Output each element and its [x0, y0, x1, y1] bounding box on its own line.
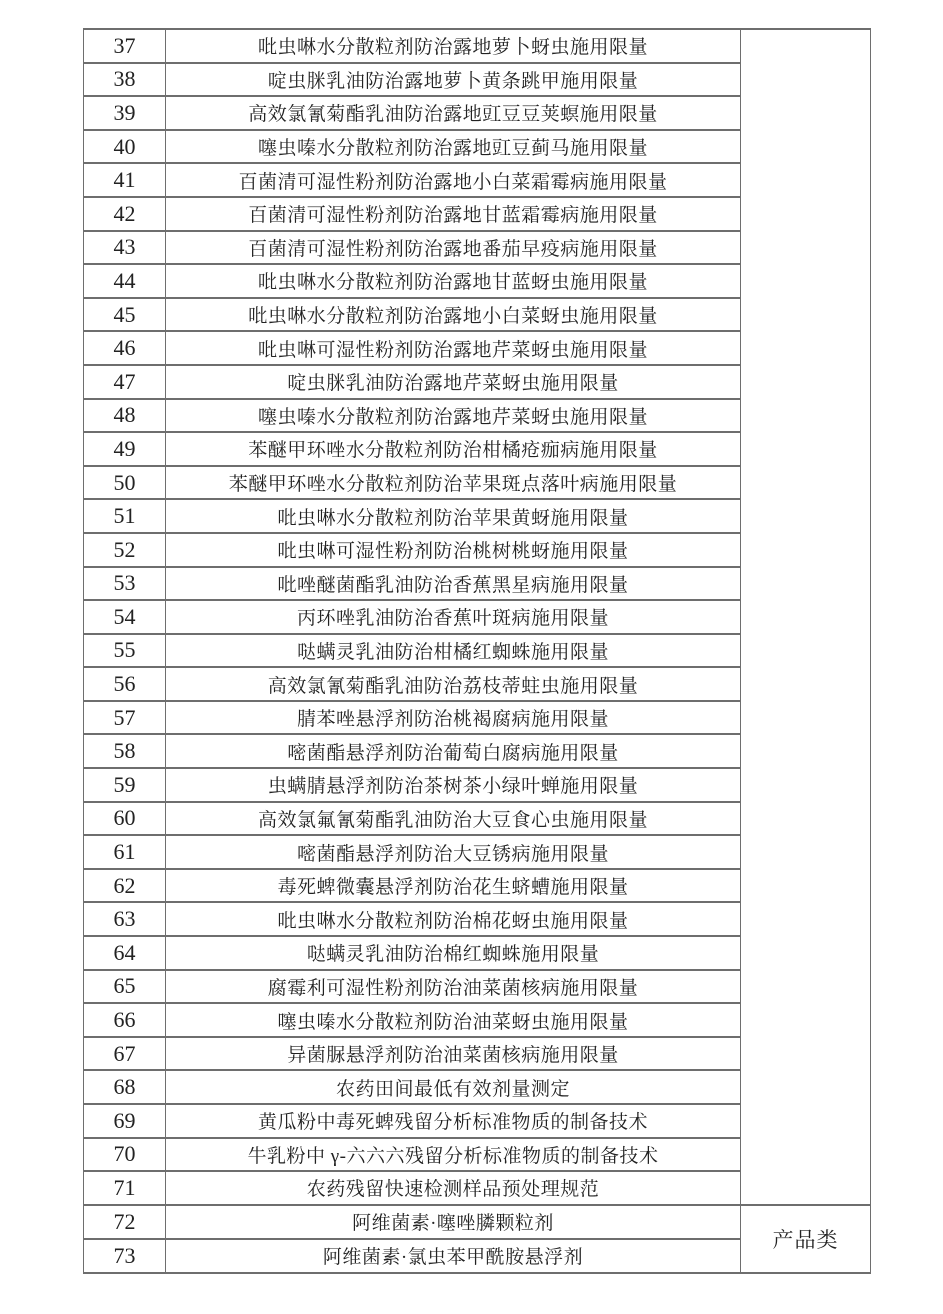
row-number: 48	[84, 399, 166, 433]
row-title: 噻虫嗪水分散粒剂防治露地芹菜蚜虫施用限量	[166, 399, 741, 433]
row-title: 百菌清可湿性粉剂防治露地甘蓝霜霉病施用限量	[166, 197, 741, 231]
row-number: 46	[84, 331, 166, 365]
table-row	[84, 1205, 871, 1239]
row-title: 毒死蜱微囊悬浮剂防治花生蛴螬施用限量	[166, 869, 741, 903]
row-title: 吡虫啉水分散粒剂防治苹果黄蚜施用限量	[166, 499, 741, 533]
row-number: 55	[84, 634, 166, 668]
row-number: 54	[84, 600, 166, 634]
standards-table-body	[84, 29, 871, 1273]
row-title: 吡虫啉水分散粒剂防治棉花蚜虫施用限量	[166, 902, 741, 936]
row-number: 57	[84, 701, 166, 735]
row-number: 44	[84, 264, 166, 298]
row-number: 51	[84, 499, 166, 533]
row-title: 噻虫嗪水分散粒剂防治露地豇豆蓟马施用限量	[166, 130, 741, 164]
row-number: 37	[84, 29, 166, 63]
row-title: 吡唑醚菌酯乳油防治香蕉黑星病施用限量	[166, 567, 741, 601]
row-title: 吡虫啉可湿性粉剂防治露地芹菜蚜虫施用限量	[166, 331, 741, 365]
row-title: 嘧菌酯悬浮剂防治大豆锈病施用限量	[166, 835, 741, 869]
row-number: 67	[84, 1037, 166, 1071]
row-title: 啶虫脒乳油防治露地芹菜蚜虫施用限量	[166, 365, 741, 399]
row-title: 高效氯氟氰菊酯乳油防治大豆食心虫施用限量	[166, 802, 741, 836]
row-number: 58	[84, 734, 166, 768]
row-title: 吡虫啉水分散粒剂防治露地甘蓝蚜虫施用限量	[166, 264, 741, 298]
row-title: 噻虫嗪水分散粒剂防治油菜蚜虫施用限量	[166, 1003, 741, 1037]
row-number: 68	[84, 1070, 166, 1104]
row-number: 64	[84, 936, 166, 970]
row-number: 45	[84, 298, 166, 332]
row-title: 高效氯氰菊酯乳油防治露地豇豆豆荚螟施用限量	[166, 96, 741, 130]
row-number: 61	[84, 835, 166, 869]
row-number: 47	[84, 365, 166, 399]
row-number: 73	[84, 1239, 166, 1273]
category-cell: 产品类	[741, 1205, 871, 1273]
row-title: 百菌清可湿性粉剂防治露地番茄早疫病施用限量	[166, 231, 741, 265]
row-number: 50	[84, 466, 166, 500]
row-title: 苯醚甲环唑水分散粒剂防治苹果斑点落叶病施用限量	[166, 466, 741, 500]
row-title: 哒螨灵乳油防治柑橘红蜘蛛施用限量	[166, 634, 741, 668]
row-number: 66	[84, 1003, 166, 1037]
row-number: 52	[84, 533, 166, 567]
row-title: 黄瓜粉中毒死蜱残留分析标准物质的制备技术	[166, 1104, 741, 1138]
row-title: 高效氯氰菊酯乳油防治荔枝蒂蛀虫施用限量	[166, 667, 741, 701]
row-number: 69	[84, 1104, 166, 1138]
standards-table	[83, 28, 871, 1274]
row-number: 42	[84, 197, 166, 231]
row-number: 60	[84, 802, 166, 836]
row-number: 59	[84, 768, 166, 802]
row-title: 农药田间最低有效剂量测定	[166, 1070, 741, 1104]
row-title: 吡虫啉水分散粒剂防治露地小白菜蚜虫施用限量	[166, 298, 741, 332]
row-title: 嘧菌酯悬浮剂防治葡萄白腐病施用限量	[166, 734, 741, 768]
row-title: 虫螨腈悬浮剂防治茶树茶小绿叶蝉施用限量	[166, 768, 741, 802]
row-number: 62	[84, 869, 166, 903]
row-title: 吡虫啉可湿性粉剂防治桃树桃蚜施用限量	[166, 533, 741, 567]
row-number: 71	[84, 1171, 166, 1205]
row-number: 72	[84, 1205, 166, 1239]
row-number: 70	[84, 1138, 166, 1172]
row-number: 39	[84, 96, 166, 130]
row-title: 百菌清可湿性粉剂防治露地小白菜霜霉病施用限量	[166, 163, 741, 197]
row-number: 65	[84, 970, 166, 1004]
row-title: 阿维菌素·氯虫苯甲酰胺悬浮剂	[166, 1239, 741, 1273]
category-cell-empty	[741, 29, 871, 1205]
row-title: 吡虫啉水分散粒剂防治露地萝卜蚜虫施用限量	[166, 29, 741, 63]
row-number: 53	[84, 567, 166, 601]
row-title: 啶虫脒乳油防治露地萝卜黄条跳甲施用限量	[166, 63, 741, 97]
row-title: 牛乳粉中 γ-六六六残留分析标准物质的制备技术	[166, 1138, 741, 1172]
row-number: 63	[84, 902, 166, 936]
row-number: 41	[84, 163, 166, 197]
row-number: 40	[84, 130, 166, 164]
row-title: 腐霉利可湿性粉剂防治油菜菌核病施用限量	[166, 970, 741, 1004]
row-number: 43	[84, 231, 166, 265]
row-number: 49	[84, 432, 166, 466]
table-row	[84, 29, 871, 63]
row-title: 丙环唑乳油防治香蕉叶斑病施用限量	[166, 600, 741, 634]
row-title: 阿维菌素·噻唑膦颗粒剂	[166, 1205, 741, 1239]
row-title: 哒螨灵乳油防治棉红蜘蛛施用限量	[166, 936, 741, 970]
row-title: 苯醚甲环唑水分散粒剂防治柑橘疮痂病施用限量	[166, 432, 741, 466]
row-title: 腈苯唑悬浮剂防治桃褐腐病施用限量	[166, 701, 741, 735]
row-number: 56	[84, 667, 166, 701]
row-number: 38	[84, 63, 166, 97]
row-title: 农药残留快速检测样品预处理规范	[166, 1171, 741, 1205]
row-title: 异菌脲悬浮剂防治油菜菌核病施用限量	[166, 1037, 741, 1071]
